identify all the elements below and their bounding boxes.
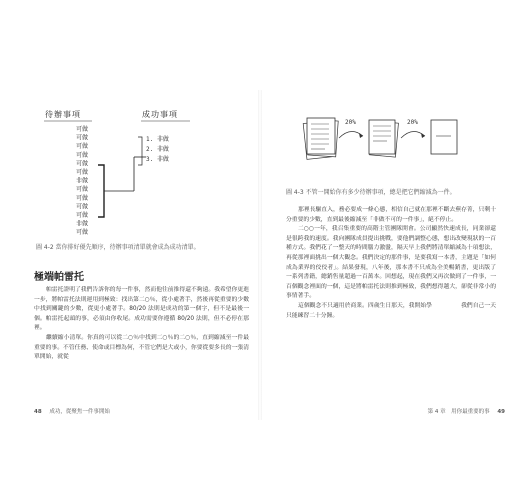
todo-item: 可做 <box>76 186 89 194</box>
todo-item: 可做 <box>76 194 89 202</box>
todo-bracket <box>98 165 104 217</box>
figure-4-2-caption: 圖 4-2 當你排好優先順序，待辦事項清單就會成為成功清單。 <box>36 244 200 251</box>
done-item: 3. 非做 <box>146 156 169 163</box>
done-item: 2. 非做 <box>146 146 169 153</box>
right-running-title: 第 4 章 用你最重要的事 <box>427 409 490 415</box>
figure-4-2 <box>30 105 245 245</box>
left-running-title: 成功，從聚焦一件事開始 <box>49 409 110 415</box>
left-paragraph-2: 繼續縮小清單。你真的可以從二○％中找到二○％的二○％，直到縮減至一件最重要的事。不管任務、使命或目標為何，不管它們是大或小，你要從要多長的一張清單開始，就從 <box>34 334 249 361</box>
left-footer <box>34 407 110 415</box>
right-paragraph-3: 這個觀念不只適用於商業。四歲生日那天，我開始學 我們自己一天只能練習二十分鐘。 <box>286 302 496 319</box>
todo-item: 可做 <box>76 169 89 176</box>
figure-4-3-caption: 圖 4-3 不管一開始你有多少待辦事項，總是把它們縮減為一件。 <box>286 189 456 196</box>
done-column-heading: 成功事項 <box>142 110 178 119</box>
left-body-text <box>34 286 249 363</box>
right-paragraph-1: 那裡長驅直入，務必要成一條心態，相信自己就在那裡不斷去蕪存菁，只剩十分重要的少數，直到最後縮減至「非做不可的一件事」，絕不停止。 <box>286 207 496 223</box>
left-page-number: 48 <box>34 409 42 415</box>
single-page <box>431 120 457 154</box>
section-title: 極端帕雷托 <box>34 272 84 283</box>
done-bracket <box>138 137 142 165</box>
todo-item: 可做 <box>76 203 89 211</box>
left-paragraph-1: 帕雷托證明了我們告訴你的每一件事，然而他往前推得還不夠遠。我希望你更進一步，將帕雷托法則運用到極致：找出第二○％，從小處著手，然後再從重要的少數中找到關鍵的少數，從更小處著手。80/20 法則是成功的第一個字，但不是最後一個。帕雷托起頭的事，必須由你收尾。成功需要你遵循 80/20 法則，但不必停在那裡。 <box>34 287 249 332</box>
done-list <box>146 135 169 163</box>
right-page-number: 49 <box>497 409 505 415</box>
todo-item: 非做 <box>76 177 89 185</box>
todo-item: 可做 <box>76 229 89 237</box>
todo-list <box>76 125 88 236</box>
right-paragraph-2: 二○○一年，我召集重要的高階主管團隊開會。公司顯然快速成長，同業卻還是很跨我的速度。我向團隊成員提出挑戰，要他們調整心態，想出改變現狀的一百種方式。我們花了一整天的時間腦力激盪，隔天早上我們將清單縮減為十項想法，再從那裡面挑出一個大觀念。我們決定的那件事，是要我寫一本書，主題是「如何成為業界的佼佼者」。結果發現，八年後，那本書不只成為全美暢銷書，更出版了一系列書籍，總銷售量超過一百萬本。回想起，現在我們又再次做到了一件事，一百個觀念裡面的一個，這是將帕雷托法則推到極致，我們想得越大，卻從非常小的事情著手。 <box>286 226 496 300</box>
todo-item: 可做 <box>76 151 89 159</box>
right-body-text <box>286 206 496 321</box>
todo-item: 可做 <box>76 126 89 133</box>
todo-column-heading: 待辦事項 <box>45 110 81 119</box>
todo-item: 可做 <box>76 134 89 142</box>
todo-item: 可做 <box>76 160 89 168</box>
todo-item: 非做 <box>76 220 89 228</box>
stack-fewer-pages <box>369 120 398 157</box>
todo-item: 可做 <box>76 143 89 151</box>
label-twenty-percent-b: 20% <box>407 119 418 126</box>
label-twenty-percent-a: 20% <box>345 119 356 126</box>
done-item: 1. 非做 <box>146 136 169 143</box>
todo-item: 可做 <box>76 212 89 219</box>
stack-many-pages <box>303 118 338 159</box>
figure-4-3 <box>295 108 495 178</box>
right-footer <box>400 407 505 415</box>
